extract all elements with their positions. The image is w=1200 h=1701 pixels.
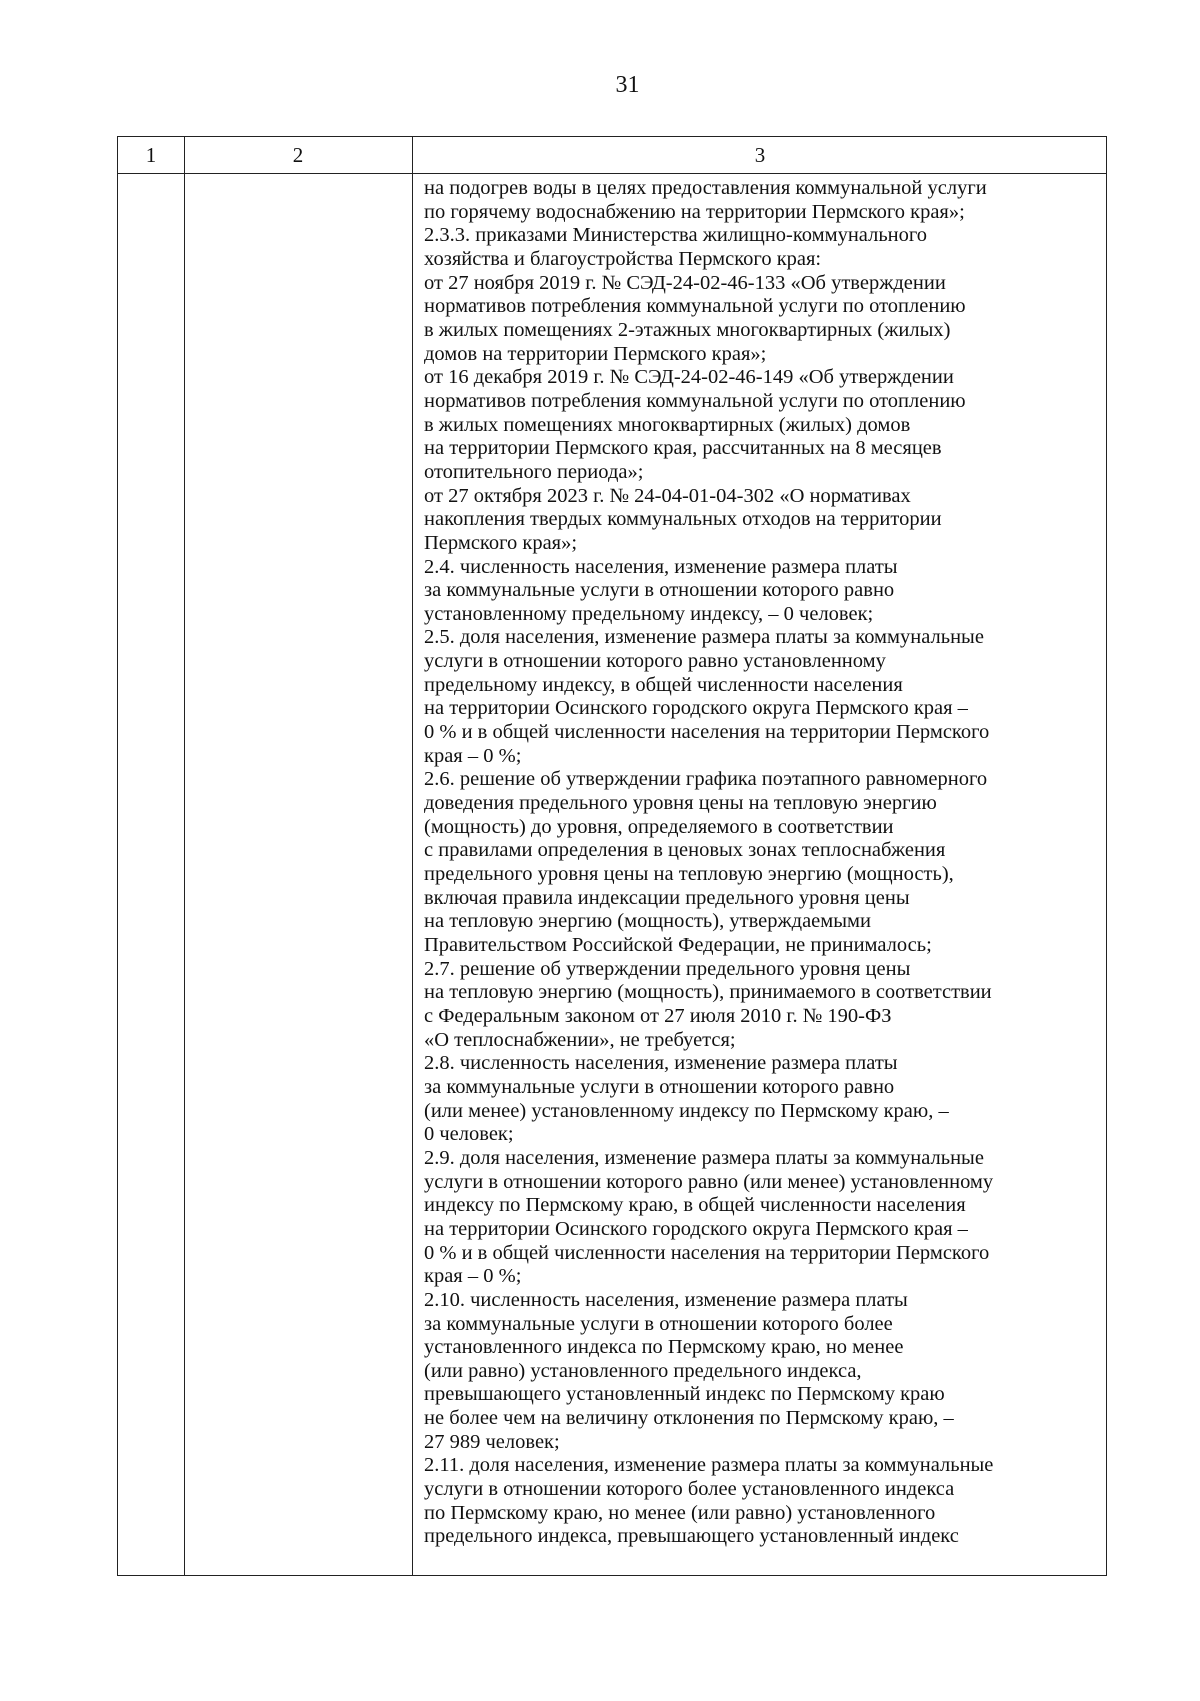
text-line: включая правила индексации предельного уровня цены <box>424 886 910 909</box>
text-line: от 27 октября 2023 г. № 24-04-01-04-302 «О нормативах <box>424 484 911 507</box>
text-line: за коммунальные услуги в отношении которого равно <box>424 579 895 602</box>
text-line: на территории Осинского городского округа Пермского края – <box>424 1217 968 1240</box>
text-line: 0 % и в общей численности населения на территории Пермского <box>424 721 990 744</box>
text-line: Правительством Российской Федерации, не принималось; <box>424 934 932 956</box>
text-line: 2.6. решение об утверждении графика поэтапного равномерного <box>424 768 988 791</box>
page-number: 31 <box>615 72 640 98</box>
text-line: нормативов потребления коммунальной услуги по отоплению <box>424 389 966 412</box>
text-line: 2.9. доля населения, изменение размера платы за коммунальные <box>424 1146 984 1169</box>
text-line: по горячему водоснабжению на территории Пермского края»; <box>424 200 965 223</box>
document-table <box>117 136 1107 1576</box>
text-line: домов на территории Пермского края»; <box>424 342 767 365</box>
text-line: на территории Осинского городского округа Пермского края – <box>424 697 968 720</box>
text-line: установленному предельному индексу, – 0 человек; <box>424 602 874 625</box>
text-line: предельному индексу, в общей численности населения <box>424 673 903 696</box>
text-line: 2.4. численность населения, изменение размера платы <box>424 555 898 578</box>
text-line: доведения предельного уровня цены на тепловую энергию <box>424 792 937 815</box>
column-header-3: 3 <box>754 142 766 167</box>
text-line: 2.7. решение об утверждении предельного уровня цены <box>424 957 911 980</box>
text-line: за коммунальные услуги в отношении которого равно <box>424 1075 895 1098</box>
text-line: в жилых помещениях многоквартирных (жилых) домов <box>424 413 911 436</box>
text-line: Пермского края»; <box>424 531 578 554</box>
text-line: 0 % и в общей численности населения на территории Пермского <box>424 1241 990 1264</box>
header-divider <box>118 173 1106 174</box>
text-line: установленного индекса по Пермскому краю, но менее <box>424 1336 904 1359</box>
text-line: (мощность) до уровня, определяемого в соответствии <box>424 815 894 838</box>
text-line: нормативов потребления коммунальной услуги по отоплению <box>424 295 966 318</box>
text-line: 0 человек; <box>424 1123 514 1146</box>
text-line: по Пермскому краю, но менее (или равно) установленного <box>424 1501 936 1524</box>
text-line: предельного уровня цены на тепловую энергию (мощность), <box>424 863 954 886</box>
text-line: края – 0 %; <box>424 1265 522 1288</box>
text-line: «О теплоснабжении», не требуется; <box>424 1028 736 1051</box>
text-line: 2.8. численность населения, изменение размера платы <box>424 1052 898 1075</box>
column-header-2: 2 <box>292 142 304 167</box>
column-divider <box>184 137 185 1575</box>
text-line: отопительного периода»; <box>424 460 644 483</box>
text-line: индексу по Пермскому краю, в общей численности населения <box>424 1194 966 1217</box>
text-line: 2.10. численность населения, изменение размера платы <box>424 1288 908 1311</box>
text-line: (или менее) установленному индексу по Пермскому краю, – <box>424 1099 949 1122</box>
text-line: от 16 декабря 2019 г. № СЭД-24-02-46-149 «Об утверждении <box>424 366 954 389</box>
text-line: (или равно) установленного предельного индекса, <box>424 1359 862 1382</box>
text-line: услуги в отношении которого более установленного индекса <box>424 1478 955 1501</box>
column-3-text <box>424 177 1104 1549</box>
text-line: 2.3.3. приказами Министерства жилищно-коммунального <box>424 224 928 247</box>
text-line: в жилых помещениях 2-этажных многоквартирных (жилых) <box>424 318 951 341</box>
text-line: с правилами определения в ценовых зонах теплоснабжения <box>424 839 946 862</box>
text-line: предельного индекса, превышающего установленный индекс <box>424 1525 959 1548</box>
column-divider <box>412 137 413 1575</box>
text-line: на тепловую энергию (мощность), принимаемого в соответствии <box>424 981 992 1004</box>
text-line: услуги в отношении которого равно (или менее) установленному <box>424 1170 994 1193</box>
text-line: превышающего установленный индекс по Пермскому краю <box>424 1383 945 1406</box>
text-line: не более чем на величину отклонения по Пермскому краю, – <box>424 1407 954 1430</box>
text-line: 2.5. доля населения, изменение размера платы за коммунальные <box>424 626 984 649</box>
column-header-1: 1 <box>145 142 157 167</box>
text-line: 27 989 человек; <box>424 1430 560 1453</box>
text-line: накопления твердых коммунальных отходов на территории <box>424 508 942 531</box>
text-line: на территории Пермского края, рассчитанных на 8 месяцев <box>424 437 942 460</box>
text-line: от 27 ноября 2019 г. № СЭД-24-02-46-133 «Об утверждении <box>424 271 946 294</box>
text-line: за коммунальные услуги в отношении которого более <box>424 1312 893 1335</box>
text-line: на подогрев воды в целях предоставления коммунальной услуги <box>424 177 987 199</box>
text-line: края – 0 %; <box>424 744 522 767</box>
text-line: 2.11. доля населения, изменение размера платы за коммунальные <box>424 1454 994 1477</box>
text-line: услуги в отношении которого равно установленному <box>424 650 886 673</box>
text-line: на тепловую энергию (мощность), утверждаемыми <box>424 910 871 933</box>
text-line: хозяйства и благоустройства Пермского края: <box>424 247 822 270</box>
text-line: с Федеральным законом от 27 июля 2010 г. № 190-ФЗ <box>424 1004 892 1027</box>
